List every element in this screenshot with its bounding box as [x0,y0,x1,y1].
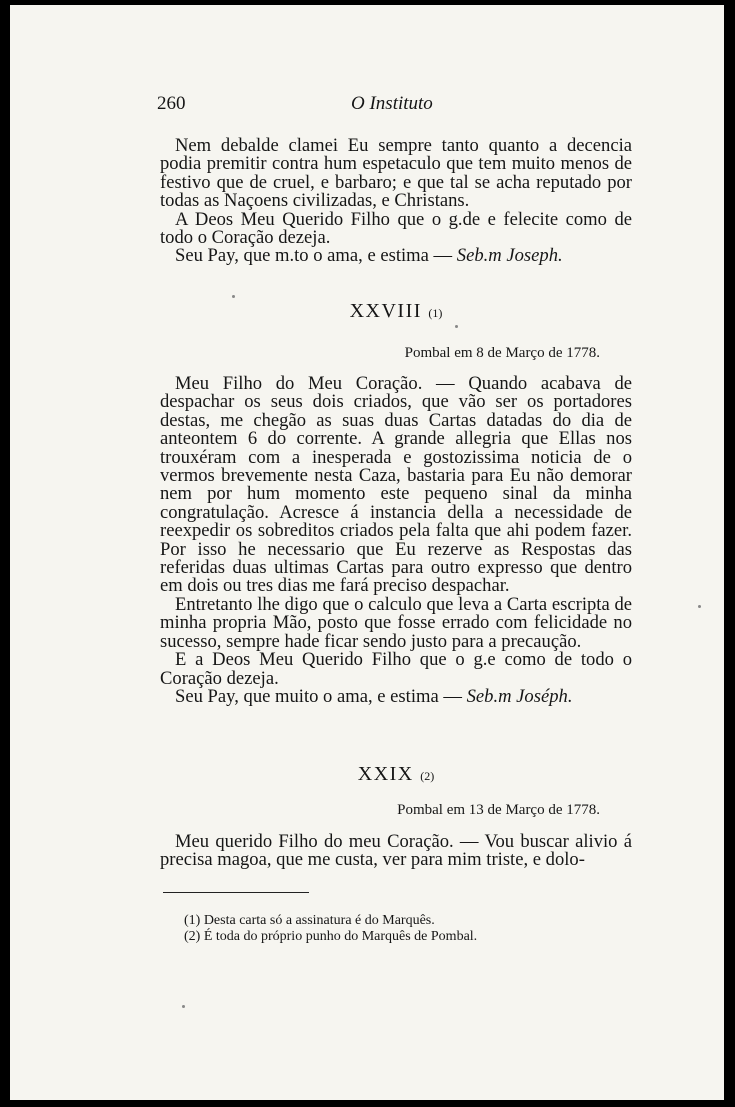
running-title: O Instituto [351,93,433,114]
paragraph: A Deos Meu Querido Filho que o g.de e felecite como de todo o Coração dezeja. [160,208,632,249]
scan-speck [698,605,701,608]
letter-xxix-body [160,833,632,870]
footnote-reference: (1) [428,306,443,320]
page-number: 260 [157,93,186,114]
letter-xxvii-ending [160,137,632,266]
footnote: (2) É toda do próprio punho do Marquês de Pombal. [184,929,478,944]
footnote: (1) Desta carta só a assinatura é do Marquês. [184,913,435,928]
closing-line [160,247,632,265]
signature: Seb.m Joseph. [456,245,563,267]
scan-speck [455,325,458,328]
closing-text: Seu Pay, que m.to o ama, e estima — [175,245,453,267]
footnotes [184,913,614,945]
closing-text: Seu Pay, que muito o ama, e estima — [175,685,462,707]
letter-heading-xxix [160,763,632,786]
signature: Seb.m Joséph. [466,685,573,707]
paragraph: Nem debalde clamei Eu sempre tanto quanto a decencia podia premitir contra hum espetaculo que tem muito menos de festivo que de cruel, e barbaro; e que tal se acha reputado por todas as Naçoens civilizadas, e Christans. [160,135,632,212]
scan-speck [182,1005,185,1008]
paragraph: Meu querido Filho do meu Coração. — Vou buscar alivio á precisa magoa, que me custa, ver para mim triste, e dolo- [160,831,632,871]
running-header [157,93,457,117]
scan-speck [232,295,235,298]
letter-numeral: XXIX [357,763,414,785]
paragraph: Entretanto lhe digo que o calculo que leva a Carta escripta de minha propria Mão, posto que fosse errado com felicidade no sucesso, sempre hade ficar sendo justo para a precaução. [160,593,632,652]
footnote-reference: (2) [420,769,435,783]
letter-numeral: XXVIII [349,300,422,322]
closing-line [160,685,632,707]
letter-xxviii-body [160,375,632,706]
footnote-divider [163,892,309,893]
paragraph: Meu Filho do Meu Coração. — Quando acabava de despachar os seus dois criados, que vão ser os portadores destas, me chegão as suas duas Cartas datadas do dia de anteontem 6 do corrente. A grande allegria que Ellas nos trouxéram com a inesperada e gostozissima noticia de o vermos brevemente nesta Caza, bastaria para Eu não demorar nem por hum momento este pequeno sinal da minha congratulação. Acresce á instancia della a necessidade de reexpedir os sobreditos criados pela falta que ahi podem fazer. Por isso he necessario que Eu rezerve as Respostas das referidas duas ultimas Cartas para outro expresso que dentro em dois ou tres dias me fará preciso despachar. [160,373,632,597]
book-page [10,5,724,1100]
paragraph: E a Deos Meu Querido Filho que o g.e como de todo o Coração dezeja. [160,649,632,689]
dateline: Pombal em 8 de Março de 1778. [404,345,600,361]
dateline: Pombal em 13 de Março de 1778. [397,802,600,818]
letter-heading-xxviii [160,300,632,323]
